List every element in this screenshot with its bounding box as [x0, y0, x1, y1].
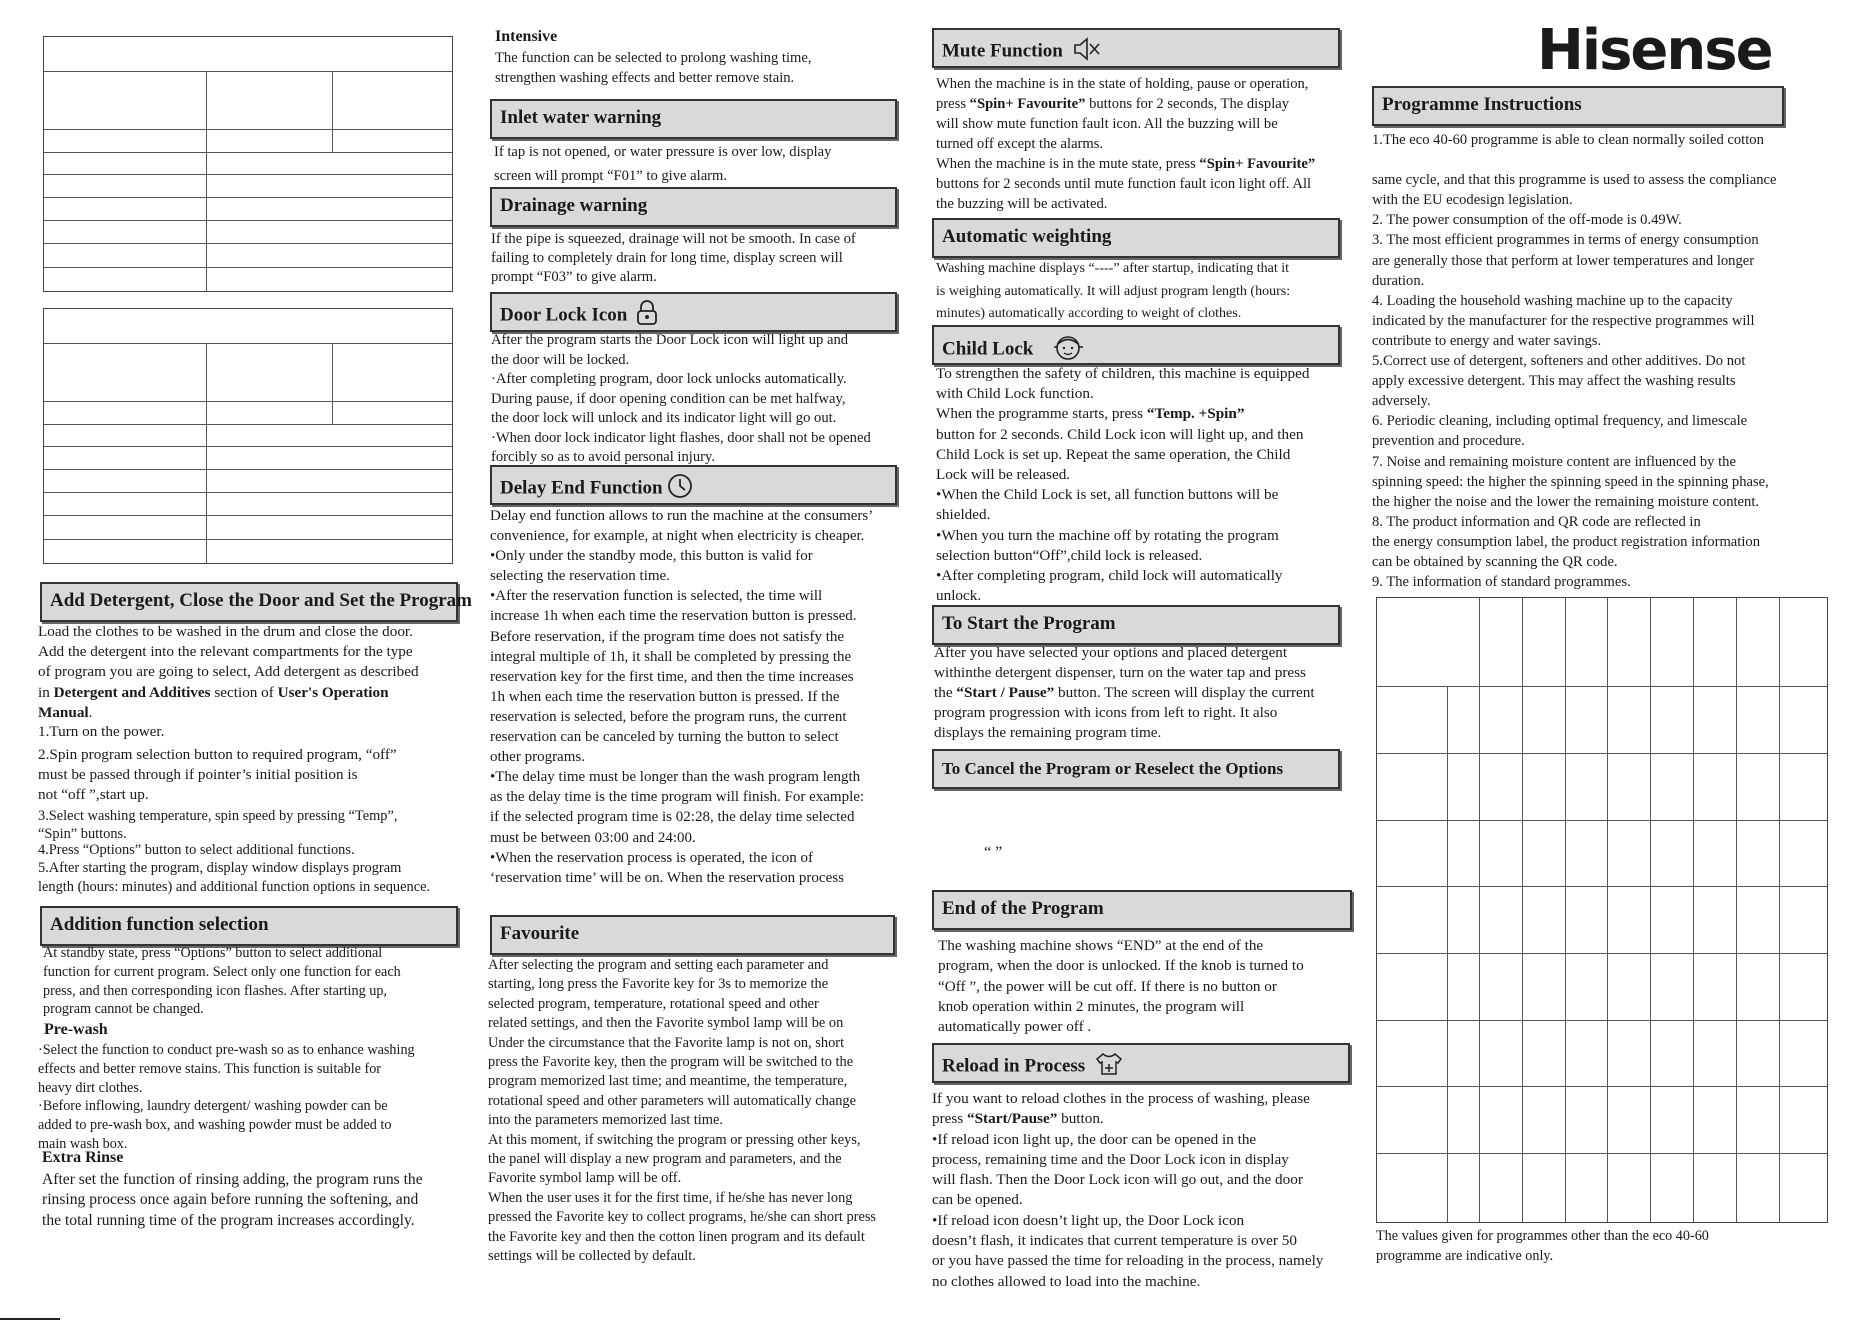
- standard-programmes-table: [1376, 597, 1828, 1223]
- cancel-program-header: To Cancel the Program or Reselect the Options: [932, 749, 1340, 789]
- start-program-header: To Start the Program: [932, 605, 1340, 645]
- intensive-title: Intensive: [495, 28, 558, 45]
- mute-function-header: Mute Function: [932, 28, 1340, 68]
- automatic-weighting-text: Washing machine displays “----” after startup, indicating that it is weighing automatically. It will adjust program length (hours: minutes) automatically according to weight of clothes.: [936, 261, 1291, 321]
- drainage-header: Drainage warning: [490, 187, 897, 227]
- column-2: [490, 0, 920, 1324]
- inlet-water-header: Inlet water warning: [490, 99, 897, 139]
- add-detergent-text: Load the clothes to be washed in the drum and close the door. Add the detergent into the relevant compartments for the type of program you are going to select, Add detergent as described in Detergent and Additives section of User's Operation Manual.: [38, 623, 419, 721]
- addition-function-header: Addition function selection: [40, 906, 458, 946]
- delay-end-text: Delay end function allows to run the machine at the consumers’ convenience, for example, at night when electricity is cheaper. •Only under the standby mode, this button is valid for selecting the reservation time. •After the reservation function is selected, the time will increase 1h when each time the reservation button is pressed. Before reservation, if the program time does not satisfy the integral multiple of 1h, it shall be completed by pressing the reservation key for the first time, and then the time increases 1h when each time the reservation button is pressed. If the reservation is selected, before the program runs, the current reservation can be canceled by turning the button to select other programs. •The delay time must be longer than the wash program length as the delay time is the time program will finish. For example: if the selected program time is 02:28, the delay time selected must be between 03:00 and 24:00. •When the reservation process is operated, the icon of ‘reservation time’ will be on. When the reservation process: [490, 508, 874, 886]
- intensive-text: The function can be selected to prolong washing time, strengthen washing effects and better remove stain.: [495, 50, 812, 86]
- step-5: 5.After starting the program, display window displays program length (hours: minutes) and additional function options in sequence.: [38, 860, 431, 895]
- column-1: [38, 0, 488, 1324]
- start-program-text: After you have selected your options and placed detergent withinthe detergent dispenser, turn on the water tap and press the “Start / Pause” button. The screen will display the current program progression with icons from left to right. It also displays the remaining program time.: [934, 644, 1315, 741]
- favourite-text: After selecting the program and setting each parameter and starting, long press the Favorite key for 3s to memorize the selected program, temperature, rotational speed and other related settings, and then the Favorite symbol lamp will be on Under the circumstance that the Favorite lamp is not on, short press the Favorite key, then the program will be switched to the program memorized last time; and meantime, the temperature, rotational speed and other parameters will automatically change into the parameters memorized last time. At this moment, if switching the program or pressing other keys, the panel will display a new program and parameters, and the Favorite symbol lamp will be off. When the user uses it for the first time, if he/she has never long pressed the Favorite key to collect programs, he/she can short press the Favorite key and then the cotton linen program and its default settings will be collected by default.: [488, 957, 877, 1265]
- cancel-quotes: “ ”: [984, 844, 1003, 861]
- extra-rinse-text: After set the function of rinsing adding, the program runs the rinsing process once again before running the softening, and the total running time of the program increases accordingly.: [42, 1171, 423, 1229]
- mute-speaker-icon: [1072, 36, 1102, 68]
- programme-values-note: The values given for programmes other than the eco 40-60 programme are indicative only.: [1376, 1228, 1709, 1264]
- automatic-weighting-header: Automatic weighting: [932, 218, 1340, 258]
- programme-instructions-header: Programme Instructions: [1372, 86, 1784, 126]
- step-2: 2.Spin program selection button to required program, “off” must be passed through if pointer’s initial position is not “off ”,start up.: [38, 746, 397, 804]
- drainage-text: If the pipe is squeezed, drainage will not be smooth. In case of failing to completely drain for long time, display screen will prompt “F03” to give alarm.: [491, 231, 856, 285]
- column-4: [1372, 0, 1852, 1324]
- spec-table-2: [43, 308, 453, 564]
- step-4: 4.Press “Options” button to select additional functions.: [38, 842, 355, 858]
- step-1: 1.Turn on the power.: [38, 723, 165, 740]
- addition-function-text: At standby state, press “Options” button to select additional function for current program. Select only one function for each press, and then corresponding icon flashes. After starting up, program cannot be changed.: [43, 945, 401, 1018]
- programme-instructions-text: 1.The eco 40-60 programme is able to clean normally soiled cotton same cycle, and that this programme is used to assess the compliance with the EU ecodesign legislation. 2. The power consumption of the off-mode is 0.49W. 3. The most efficient programmes in terms of energy consumption are generally those that perform at lower temperatures and longer duration. 4. Loading the household washing machine up to the capacity indicated by the manufacturer for the respective programmes will contribute to energy and water savings. 5.Correct use of detergent, softeners and other additives. Do not apply excessive detergent. This may affect the washing results adversely. 6. Periodic cleaning, including optimal frequency, and limescale prevention and procedure. 7. Noise and remaining moisture content are influenced by the spinning speed: the higher the spinning speed in the spinning phase, the higher the noise and the lower the remaining moisture content. 8. The product information and QR code are reflected in the energy consumption label, the product registration information can be obtained by scanning the QR code. 9. The information of standard programmes.: [1372, 132, 1777, 591]
- door-lock-header: Door Lock Icon: [490, 292, 897, 332]
- mute-function-text: When the machine is in the state of holding, pause or operation, press “Spin+ Favourite” buttons for 2 seconds, The display will show mute function fault icon. All the buzzing will be turned off except the alarms. When the machine is in the mute state, press “Spin+ Favourite” buttons for 2 seconds until mute function fault icon light off. All the buzzing will be activated.: [936, 76, 1316, 212]
- page-edge-mark: [0, 1318, 60, 1320]
- clock-icon: [667, 473, 693, 505]
- extra-rinse-title: Extra Rinse: [42, 1149, 124, 1166]
- door-lock-text: After the program starts the Door Lock icon will light up and the door will be locked. ·After completing program, door lock unlocks automatically. During pause, if door opening condition can be met halfway, the door lock will unlock and its indicator light will go out. ·When door lock indicator light flashes, door shall not be opened forcibly so as to avoid personal injury.: [491, 332, 871, 465]
- add-detergent-header: Add Detergent, Close the Door and Set the Program: [40, 582, 458, 622]
- reload-process-header: Reload in Process: [932, 1043, 1350, 1083]
- prewash-title: Pre-wash: [44, 1021, 108, 1038]
- child-lock-header: Child Lock: [932, 325, 1340, 365]
- lock-icon: [636, 300, 658, 332]
- end-program-text: The washing machine shows “END” at the end of the program, when the door is unlocked. If the knob is turned to “Off ”, the power will be cut off. If there is no button or knob operation within 2 minutes, the program will automatically power off .: [938, 937, 1304, 1036]
- child-face-icon: [1050, 333, 1086, 367]
- reload-shirt-icon: [1094, 1051, 1124, 1083]
- spec-table-1: [43, 36, 453, 292]
- end-program-header: End of the Program: [932, 890, 1352, 930]
- delay-end-header: Delay End Function: [490, 465, 897, 505]
- column-3: [932, 0, 1372, 1324]
- hisense-logo: Hisense: [1537, 18, 1772, 83]
- child-lock-text: To strengthen the safety of children, this machine is equipped with Child Lock function. When the programme starts, press “Temp. +Spin” button for 2 seconds. Child Lock icon will light up, and then Child Lock is set up. Repeat the same operation, the Child Lock will be released. •When the Child Lock is set, all function buttons will be shielded. •When you turn the machine off by rotating the program selection button“Off”,child lock is released. •After completing program, child lock will automatically unlock.: [936, 365, 1310, 605]
- favourite-header: Favourite: [490, 915, 895, 955]
- prewash-text: ·Select the function to conduct pre-wash so as to enhance washing effects and better remove stains. This function is suitable for heavy dirt clothes. ·Before inflowing, laundry detergent/ washing powder can be added to pre-wash box, and washing powder must be added to main wash box.: [38, 1042, 415, 1152]
- inlet-water-text: If tap is not opened, or water pressure is over low, display screen will prompt “F01” to give alarm.: [494, 144, 832, 184]
- step-3: 3.Select washing temperature, spin speed by pressing “Temp”, “Spin” buttons.: [38, 808, 398, 842]
- reload-process-text: If you want to reload clothes in the process of washing, please press “Start/Pause” button. •If reload icon light up, the door can be opened in the process, remaining time and the Door Lock icon in display will flash. Then the Door Lock icon will go out, and the door can be opened. •If reload icon doesn’t light up, the Door Lock icon doesn’t flash, it indicates that current temperature is over 50 or you have passed the time for reloading in the process, namely no clothes allowed to load into the machine.: [932, 1090, 1324, 1290]
